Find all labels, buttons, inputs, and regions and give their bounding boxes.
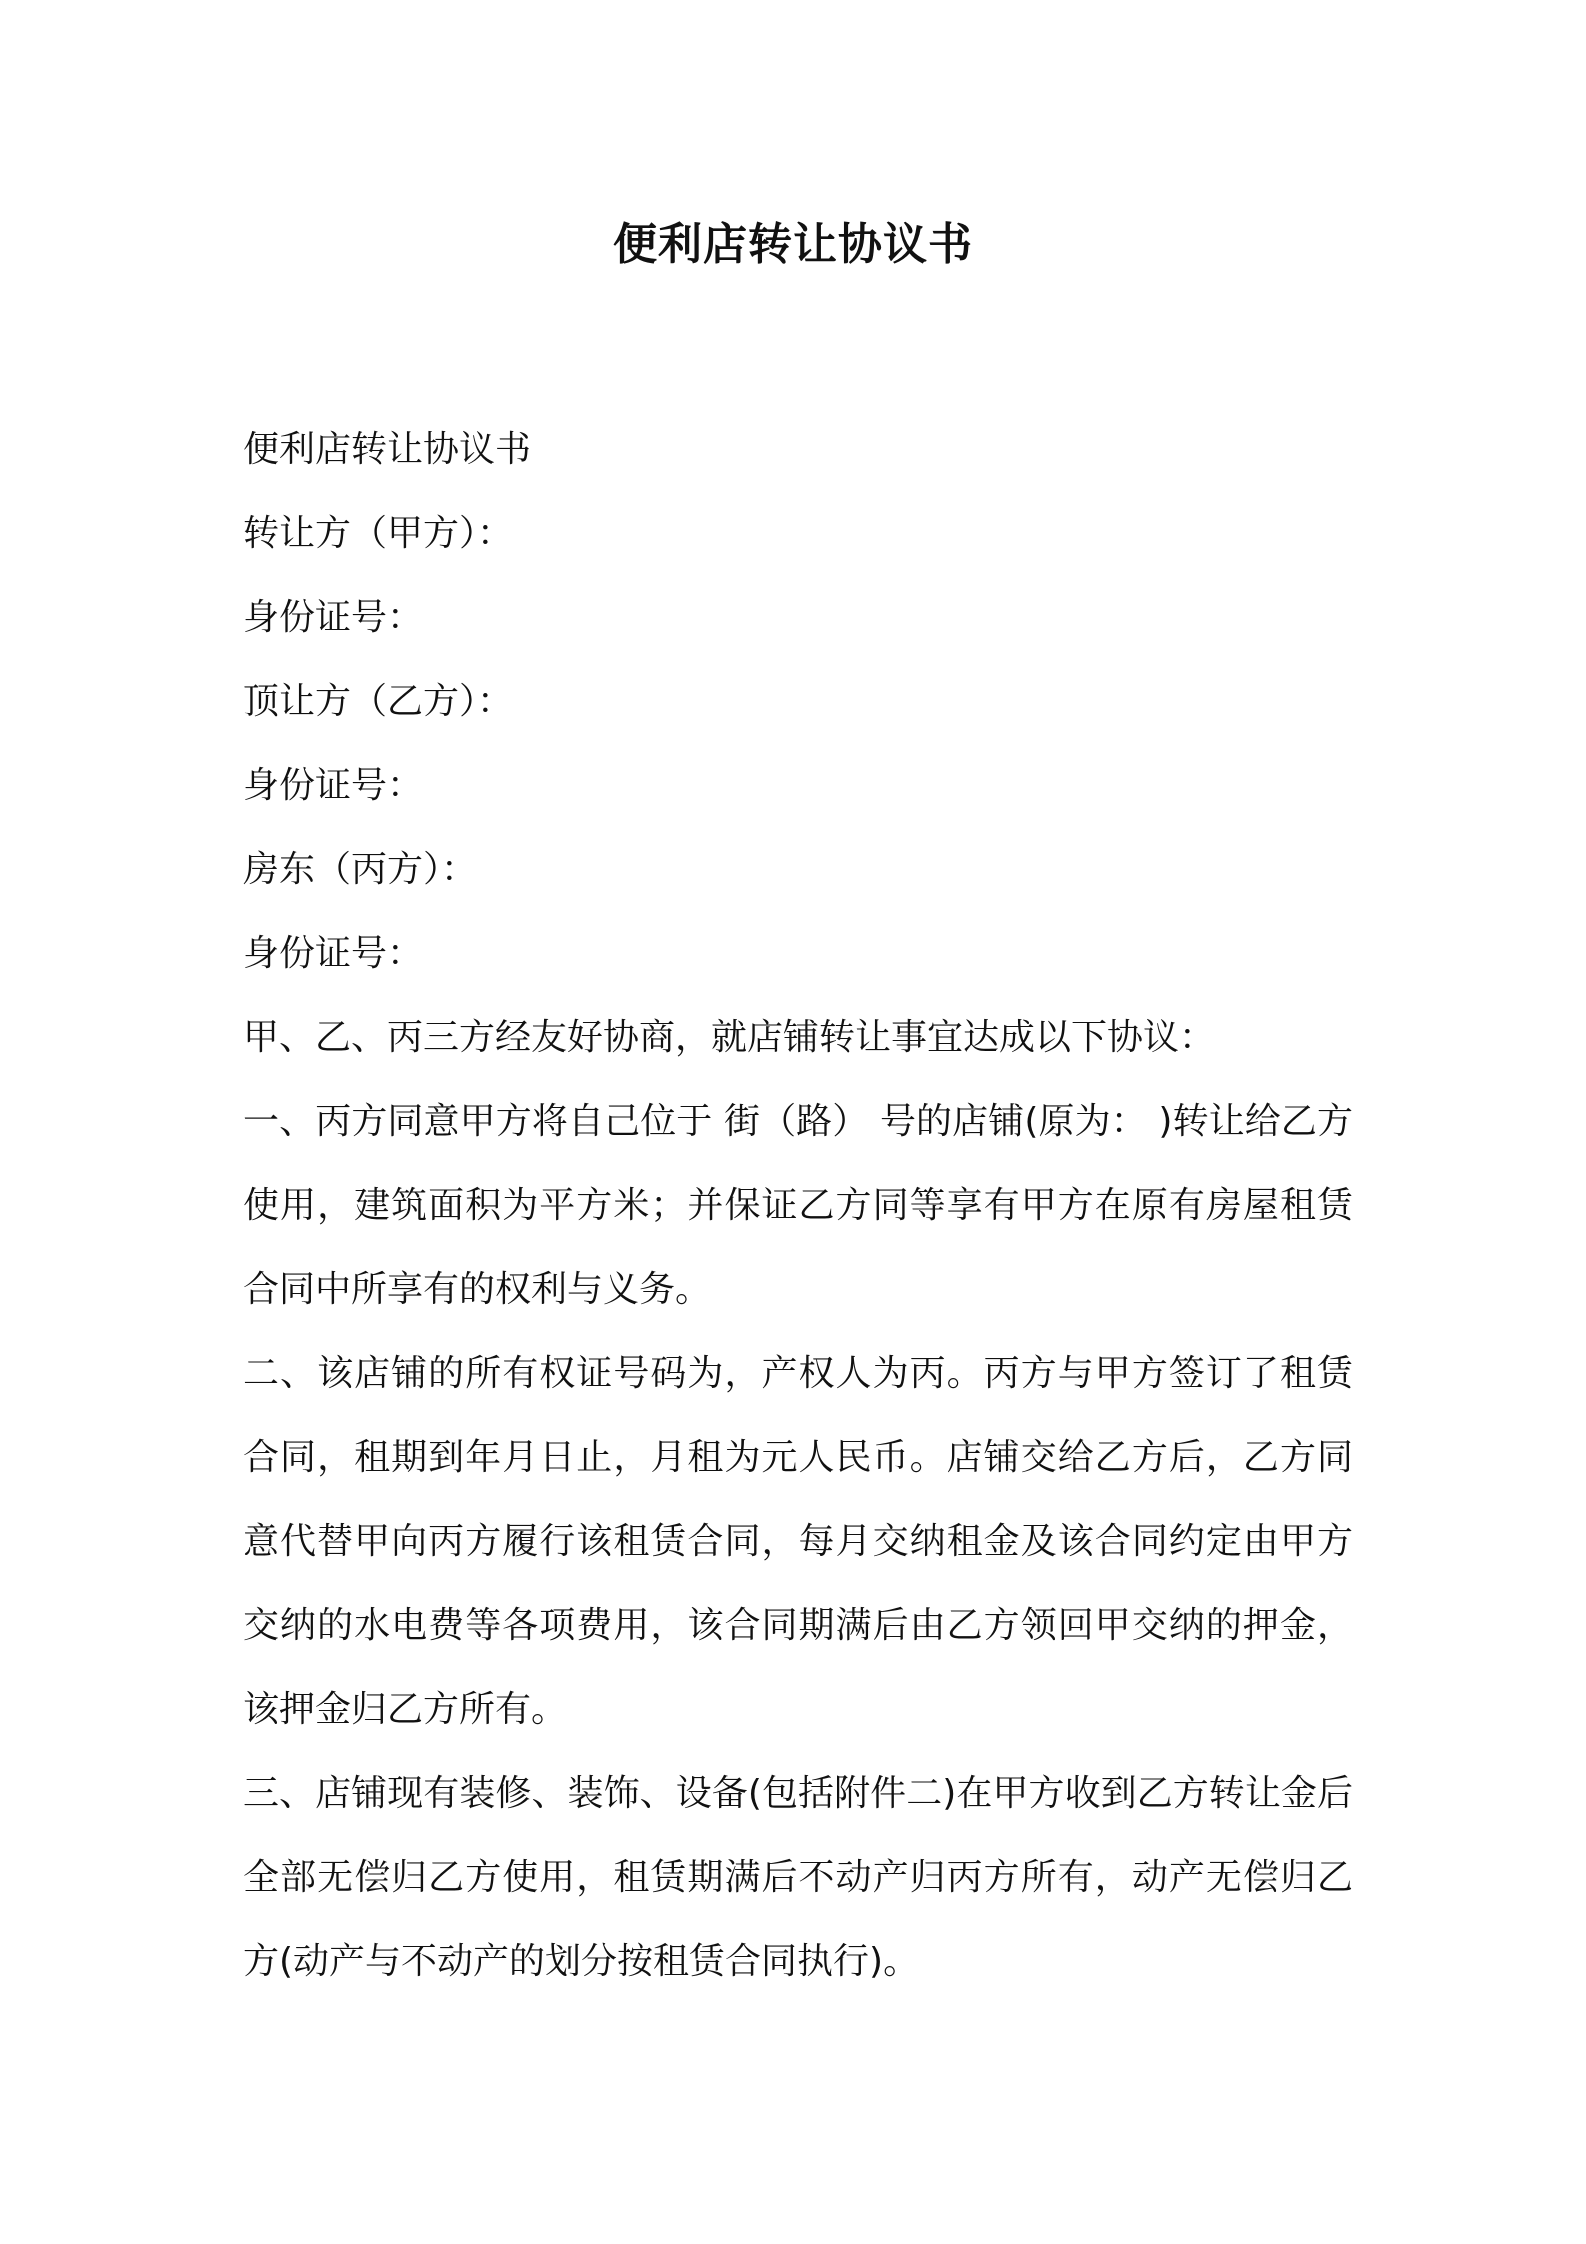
clause-1: 一、丙方同意甲方将自己位于 街（路） 号的店铺(原为： )转让给乙方使用，建筑面积为平方米；并保证乙方同等享有甲方在原有房屋租赁合同中所享有的权利与义务。	[243, 1101, 1353, 1310]
document-body	[243, 408, 1353, 2004]
clause-2: 二、该店铺的所有权证号码为，产权人为丙。丙方与甲方签订了租赁合同，租期到年月日止，月租为元人民币。店铺交给乙方后，乙方同意代替甲向丙方履行该租赁合同，每月交纳租金及该合同约定由甲方交纳的水电费等各项费用，该合同期满后由乙方领回甲交纳的押金，该押金归乙方所有。	[243, 1353, 1353, 1730]
party-b-id-line: 身份证号：	[243, 765, 424, 806]
party-a-id-line: 身份证号：	[243, 597, 424, 638]
party-c-line: 房东（丙方）：	[243, 849, 478, 890]
subtitle-line: 便利店转让协议书	[243, 429, 532, 470]
party-c-id-line: 身份证号：	[243, 933, 424, 974]
document-title: 便利店转让协议书	[613, 219, 973, 270]
agreement-intro-line: 甲、乙、丙三方经友好协商，就店铺转让事宜达成以下协议：	[243, 1017, 1216, 1058]
party-b-line: 顶让方（乙方）：	[243, 681, 514, 722]
clause-3: 三、店铺现有装修、装饰、设备(包括附件二)在甲方收到乙方转让金后全部无偿归乙方使用，租赁期满后不动产归丙方所有，动产无偿归乙方(动产与不动产的划分按租赁合同执行)。	[243, 1773, 1353, 1982]
party-a-line: 转让方（甲方）：	[243, 513, 514, 554]
